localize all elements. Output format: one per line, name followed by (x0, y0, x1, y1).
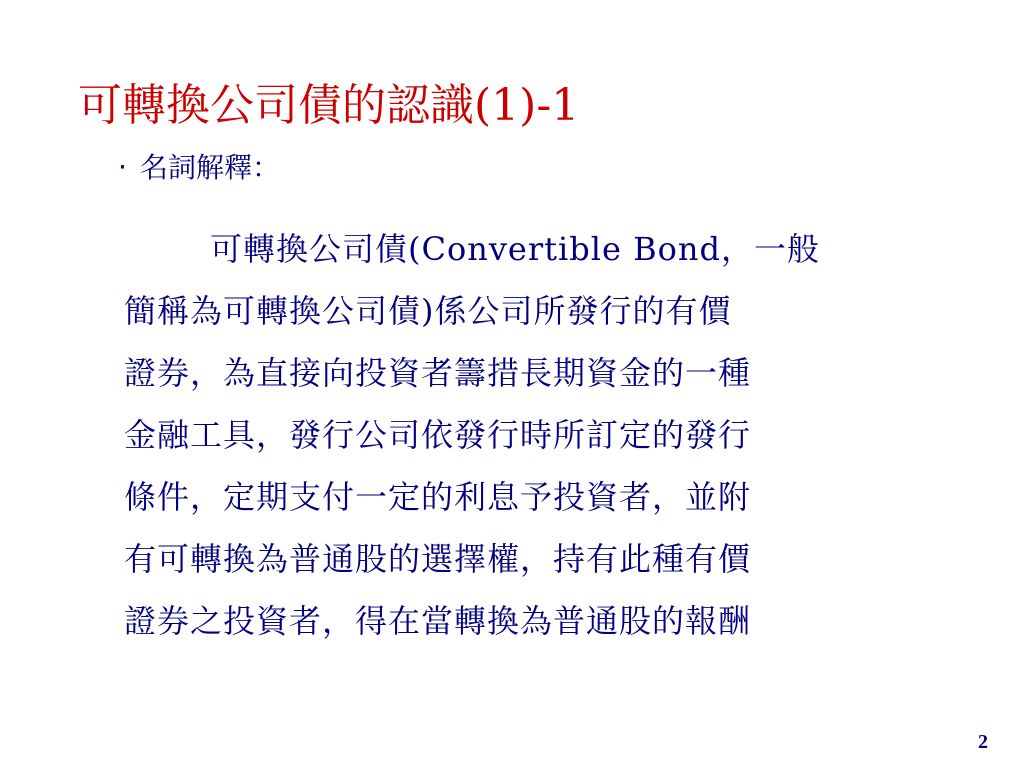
paragraph-line: 證券，為直接向投資者籌措長期資金的一種 (124, 354, 752, 392)
paragraph-line: 證券之投資者，得在當轉換為普通股的報酬 (124, 602, 752, 640)
bullet-marker: ‧ (118, 151, 127, 184)
definition-paragraph (124, 218, 944, 652)
paragraph-line: 可轉換公司債(Convertible Bond，一般 (210, 230, 820, 268)
paragraph-line: 有可轉換為普通股的選擇權，持有此種有價 (124, 540, 752, 578)
page-number: 2 (978, 731, 988, 753)
bullet-text: 名詞解釋： (140, 151, 281, 184)
bullet-item (118, 148, 280, 188)
slide-title: 可轉換公司債的認識(1)-1 (78, 80, 580, 131)
paragraph-line: 金融工具，發行公司依發行時所訂定的發行 (124, 416, 752, 454)
paragraph-line: 簡稱為可轉換公司債)係公司所發行的有價 (124, 292, 732, 330)
paragraph-line: 條件，定期支付一定的利息予投資者，並附 (124, 478, 752, 516)
